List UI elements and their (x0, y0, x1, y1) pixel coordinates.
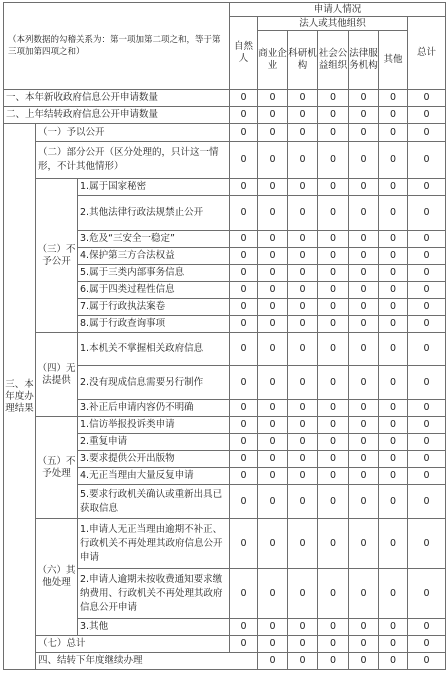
cell-value: 0 (408, 400, 446, 417)
row-label: 四、结转下年度继续办理 (36, 653, 258, 670)
cell-value: 0 (230, 519, 258, 569)
cell-value: 0 (349, 248, 379, 265)
cell-value: 0 (288, 434, 318, 451)
cell-value: 0 (318, 417, 349, 434)
cell-value: 0 (379, 400, 408, 417)
legal-group-header: 法人或其他组织 (258, 17, 408, 31)
natural-person-header: 自然人 (230, 17, 258, 90)
disclosure-stats-table (3, 2, 446, 670)
cell-value: 0 (318, 333, 349, 366)
cell-value: 0 (230, 434, 258, 451)
cell-value: 0 (288, 196, 318, 231)
cell-value: 0 (379, 485, 408, 519)
row-label: 5.要求行政机关确认或重新出具已获取信息 (78, 485, 230, 519)
cell-value: 0 (379, 417, 408, 434)
cell-value: 0 (379, 90, 408, 107)
cell-value: 0 (258, 107, 288, 124)
cell-value: 0 (288, 142, 318, 179)
cell-value: 0 (258, 316, 288, 333)
cell-value: 0 (379, 316, 408, 333)
row-label: 3.补正后申请内容仍不明确 (78, 400, 230, 417)
group-not-disclosed: （三）不予公开 (36, 179, 78, 333)
cell-value: 0 (230, 231, 258, 248)
cell-value: 0 (288, 248, 318, 265)
cell-value: 0 (318, 282, 349, 299)
cell-value: 0 (288, 653, 318, 670)
row-label: 二、上年结转政府信息公开申请数量 (4, 107, 230, 124)
cell-value: 0 (408, 333, 446, 366)
cell-value: 0 (258, 451, 288, 468)
cell-value: 0 (408, 299, 446, 316)
row-label: 2.重复申请 (78, 434, 230, 451)
cell-value: 0 (288, 299, 318, 316)
cell-value: 0 (349, 519, 379, 569)
cell-value: 0 (288, 636, 318, 653)
cell-value: 0 (230, 299, 258, 316)
cell-value: 0 (258, 519, 288, 569)
cell-value: 0 (288, 519, 318, 569)
cell-value: 0 (230, 107, 258, 124)
cell-value: 0 (258, 282, 288, 299)
cell-value: 0 (379, 124, 408, 142)
group-other-processing: （六）其他处理 (36, 519, 78, 636)
cell-value: 0 (408, 124, 446, 142)
cell-value: 0 (318, 231, 349, 248)
cell-value: 0 (349, 90, 379, 107)
cell-value: 0 (379, 333, 408, 366)
cell-value: 0 (379, 519, 408, 569)
cell-value: 0 (379, 248, 408, 265)
other-org-header: 其他 (379, 31, 408, 90)
cell-value: 0 (288, 124, 318, 142)
row-label: 1.申请人无正当理由逾期不补正、行政机关不再处理其政府信息公开申请 (78, 519, 230, 569)
cell-value: 0 (408, 107, 446, 124)
cell-value: 0 (318, 519, 349, 569)
cell-value: 0 (408, 519, 446, 569)
cell-value: 0 (258, 142, 288, 179)
cell-value: 0 (258, 485, 288, 519)
group-not-processed: （五）不予处理 (36, 417, 78, 519)
relation-note: （本列数据的勾稽关系为：第一项加第二项之和，等于第三项加第四项之和） (4, 3, 230, 90)
row-label: （一）予以公开 (36, 124, 230, 142)
legal-service-header: 法律服务机构 (349, 31, 379, 90)
applicant-header: 申请人情况 (230, 3, 446, 17)
cell-value: 0 (379, 569, 408, 619)
cell-value: 0 (258, 636, 288, 653)
report-sheet (3, 2, 445, 670)
cell-value: 0 (379, 107, 408, 124)
cell-value: 0 (379, 142, 408, 179)
cell-value: 0 (288, 366, 318, 400)
cell-value: 0 (318, 400, 349, 417)
cell-value: 0 (408, 451, 446, 468)
cell-value: 0 (408, 90, 446, 107)
cell-value: 0 (349, 179, 379, 196)
row-label: 4.无正当理由大量反复申请 (78, 468, 230, 485)
cell-value: 0 (230, 569, 258, 619)
cell-value: 0 (408, 434, 446, 451)
cell-value: 0 (379, 468, 408, 485)
cell-value: 0 (318, 636, 349, 653)
cell-value: 0 (258, 417, 288, 434)
cell-value: 0 (349, 636, 379, 653)
cell-value: 0 (258, 265, 288, 282)
cell-value: 0 (379, 231, 408, 248)
row-label: 4.保护第三方合法权益 (78, 248, 230, 265)
cell-value: 0 (408, 619, 446, 636)
cell-value: 0 (318, 569, 349, 619)
cell-value: 0 (288, 107, 318, 124)
cell-value: 0 (349, 282, 379, 299)
cell-value: 0 (230, 485, 258, 519)
cell-value: 0 (318, 248, 349, 265)
row-label: 5.属于三类内部事务信息 (78, 265, 230, 282)
cell-value: 0 (408, 248, 446, 265)
cell-value: 0 (318, 316, 349, 333)
cell-value: 0 (408, 417, 446, 434)
cell-value: 0 (349, 142, 379, 179)
cell-value: 0 (349, 333, 379, 366)
cell-value: 0 (230, 196, 258, 231)
cell-value: 0 (230, 417, 258, 434)
cell-value: 0 (288, 90, 318, 107)
cell-value: 0 (258, 569, 288, 619)
cell-value: 0 (230, 468, 258, 485)
cell-value: 0 (379, 179, 408, 196)
cell-value: 0 (288, 485, 318, 519)
cell-value: 0 (258, 333, 288, 366)
cell-value: 0 (349, 107, 379, 124)
cell-value: 0 (288, 468, 318, 485)
social-welfare-header: 社会公益组织 (318, 31, 349, 90)
cell-value: 0 (408, 653, 446, 670)
cell-value: 0 (408, 569, 446, 619)
total-header: 总计 (408, 17, 446, 90)
cell-value: 0 (258, 299, 288, 316)
cell-value: 0 (288, 451, 318, 468)
cell-value: 0 (408, 366, 446, 400)
cell-value: 0 (230, 124, 258, 142)
cell-value: 0 (288, 231, 318, 248)
cell-value: 0 (318, 366, 349, 400)
cell-value: 0 (408, 179, 446, 196)
cell-value: 0 (318, 451, 349, 468)
cell-value: 0 (318, 619, 349, 636)
row-label: 1.本机关不掌握相关政府信息 (78, 333, 230, 366)
row-label: 2.其他法律行政法规禁止公开 (78, 196, 230, 231)
row-label: 1.属于国家秘密 (78, 179, 230, 196)
cell-value: 0 (408, 316, 446, 333)
cell-value: 0 (288, 333, 318, 366)
cell-value: 0 (349, 366, 379, 400)
cell-value: 0 (349, 316, 379, 333)
row-label: 一、本年新收政府信息公开申请数量 (4, 90, 230, 107)
cell-value: 0 (258, 434, 288, 451)
cell-value: 0 (230, 282, 258, 299)
cell-value: 0 (230, 619, 258, 636)
cell-value: 0 (379, 636, 408, 653)
cell-value: 0 (318, 90, 349, 107)
cell-value: 0 (318, 142, 349, 179)
cell-value: 0 (408, 231, 446, 248)
cell-value: 0 (349, 231, 379, 248)
cell-value: 0 (258, 248, 288, 265)
cell-value: 0 (349, 417, 379, 434)
row-label: 7.属于行政执法案卷 (78, 299, 230, 316)
cell-value: 0 (230, 451, 258, 468)
cell-value: 0 (318, 265, 349, 282)
cell-value: 0 (408, 142, 446, 179)
cell-value: 0 (318, 124, 349, 142)
cell-value: 0 (288, 282, 318, 299)
cell-value: 0 (230, 265, 258, 282)
row-label: 2.没有现成信息需要另行制作 (78, 366, 230, 400)
cell-value: 0 (288, 619, 318, 636)
cell-value: 0 (230, 90, 258, 107)
cell-value: 0 (258, 196, 288, 231)
cell-value: 0 (318, 179, 349, 196)
cell-value: 0 (288, 400, 318, 417)
cell-value: 0 (379, 653, 408, 670)
cell-value: 0 (379, 282, 408, 299)
section-three-title: 三、本年度办理结果 (4, 124, 36, 670)
cell-value: 0 (379, 366, 408, 400)
cell-value: 0 (318, 653, 349, 670)
row-label: （二）部分公开（区分处理的，只计这一情形，不计其他情形） (36, 142, 230, 179)
cell-value: 0 (258, 90, 288, 107)
cell-value: 0 (379, 196, 408, 231)
cell-value: 0 (318, 196, 349, 231)
cell-value: 0 (230, 179, 258, 196)
cell-value: 0 (258, 468, 288, 485)
cell-value: 0 (288, 417, 318, 434)
cell-value: 0 (288, 265, 318, 282)
cell-value: 0 (349, 434, 379, 451)
cell-value: 0 (408, 265, 446, 282)
row-label: 2.申请人逾期未按收费通知要求缴纳费用、行政机关不再处理其政府信息公开申请 (78, 569, 230, 619)
cell-value: 0 (258, 619, 288, 636)
cell-value: 0 (258, 124, 288, 142)
group-unable-to-provide: （四）无法提供 (36, 333, 78, 417)
cell-value: 0 (349, 400, 379, 417)
row-label: 3.危及“三安全一稳定” (78, 231, 230, 248)
cell-value: 0 (349, 653, 379, 670)
cell-value: 0 (258, 366, 288, 400)
research-header: 科研机构 (288, 31, 318, 90)
cell-value: 0 (408, 196, 446, 231)
cell-value: 0 (318, 107, 349, 124)
cell-value: 0 (349, 619, 379, 636)
cell-value: 0 (379, 451, 408, 468)
row-label: 6.属于四类过程性信息 (78, 282, 230, 299)
row-label: （七）总计 (36, 636, 230, 653)
commercial-header: 商业企业 (258, 31, 288, 90)
cell-value: 0 (349, 451, 379, 468)
cell-value: 0 (318, 434, 349, 451)
cell-value: 0 (258, 400, 288, 417)
cell-value: 0 (230, 248, 258, 265)
cell-value: 0 (230, 366, 258, 400)
cell-value: 0 (408, 282, 446, 299)
cell-value: 0 (288, 316, 318, 333)
cell-value: 0 (230, 400, 258, 417)
cell-value: 0 (230, 142, 258, 179)
cell-value: 0 (408, 636, 446, 653)
cell-value: 0 (379, 265, 408, 282)
cell-value: 0 (349, 196, 379, 231)
cell-value: 0 (349, 569, 379, 619)
cell-value: 0 (230, 333, 258, 366)
cell-value: 0 (230, 636, 258, 653)
cell-value: 0 (349, 485, 379, 519)
cell-value: 0 (379, 299, 408, 316)
row-label: 3.其他 (78, 619, 230, 636)
row-label: 1.信访举报投诉类申请 (78, 417, 230, 434)
cell-value: 0 (288, 569, 318, 619)
cell-value: 0 (408, 468, 446, 485)
cell-value: 0 (318, 485, 349, 519)
cell-value: 0 (349, 299, 379, 316)
cell-value: 0 (379, 619, 408, 636)
row-label: 8.属于行政查询事项 (78, 316, 230, 333)
cell-value: 0 (349, 265, 379, 282)
cell-value: 0 (258, 179, 288, 196)
cell-value: 0 (318, 299, 349, 316)
cell-value: 0 (258, 653, 288, 670)
cell-value: 0 (408, 485, 446, 519)
row-label: 3.要求提供公开出版物 (78, 451, 230, 468)
cell-value: 0 (379, 434, 408, 451)
cell-value: 0 (349, 468, 379, 485)
cell-value: 0 (258, 231, 288, 248)
cell-value: 0 (349, 124, 379, 142)
cell-value: 0 (230, 316, 258, 333)
cell-value: 0 (288, 179, 318, 196)
cell-value: 0 (318, 468, 349, 485)
